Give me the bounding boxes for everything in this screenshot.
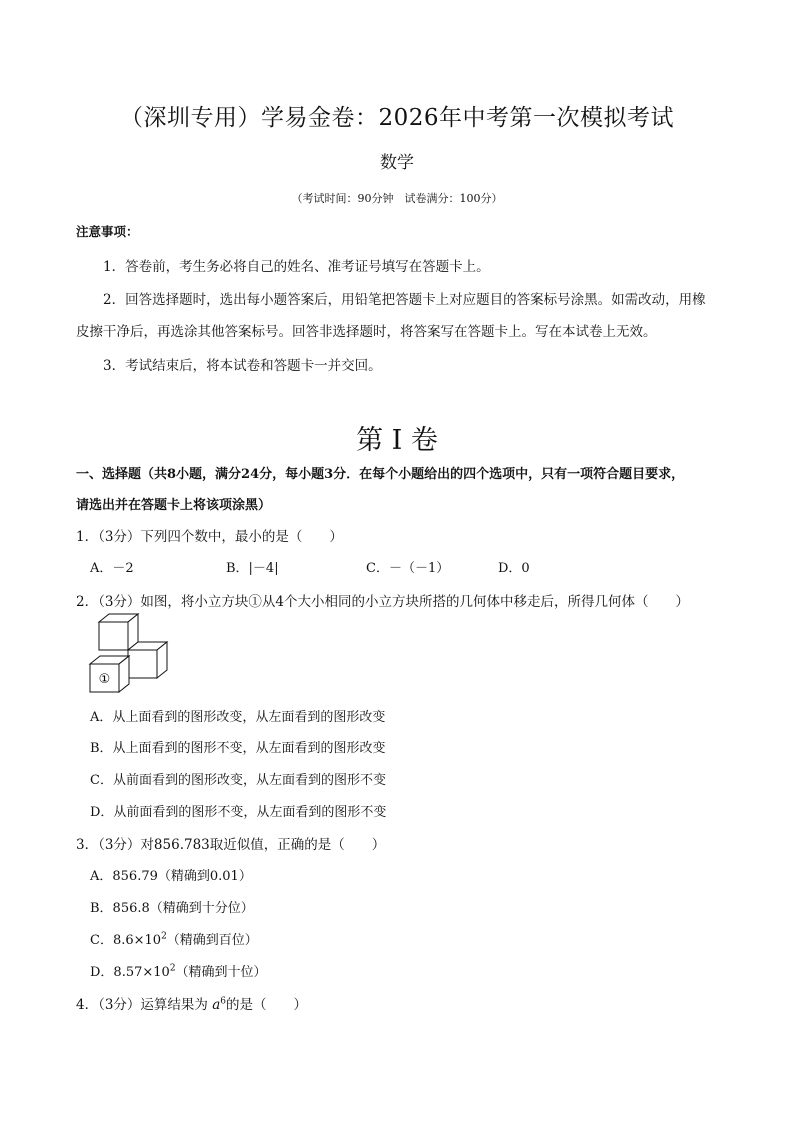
variable-a: a: [212, 997, 221, 1013]
notice-item-continuation: 皮擦干净后，再选涂其他答案标号。回答非选择题时，将答案写在答题卡上。写在本试卷上无效。: [76, 324, 657, 340]
option-d-exponent: 2: [169, 963, 176, 974]
question-4-stem: [76, 993, 307, 1013]
question-4-stem-end: 的是（ ）: [226, 997, 308, 1013]
section-heading: 一、选择题（共8小题，满分24分，每小题3分．在每个小题给出的四个选项中，只有一项符合题目要求，: [76, 467, 685, 482]
question-3-option-d: [90, 961, 267, 980]
exponent: 6: [220, 996, 227, 1007]
question-2-option-d: D．从前面看到的图形不变，从左面看到的图形不变: [90, 805, 387, 820]
cube-front-face: [99, 622, 128, 650]
question-3-option-c: [90, 929, 258, 948]
option-c-exponent: 2: [161, 931, 167, 942]
option-d-base: D．8.57×10: [90, 965, 170, 980]
section-heading-continuation: 请选出并在答题卡上将该项涂黑）: [76, 498, 272, 513]
volume-title: 第 I 卷: [356, 425, 438, 456]
question-2-stem: 2．（3分）如图，将小立方块①从4个大小相同的小立方块所搭的几何体中移走后，所得几何体（ ）: [76, 594, 690, 610]
question-1-option-b: B．|－4|: [226, 561, 279, 576]
notice-heading: 注意事项：: [76, 224, 139, 239]
notice-item: 2．回答选择题时，选出每小题答案后，用铅笔把答题卡上对应题目的答案标号涂黑。如需改动，用橡: [103, 292, 706, 308]
question-3-option-b: B．856.8（精确到十分位）: [90, 901, 254, 916]
option-d-note: （精确到十位）: [175, 965, 267, 980]
notice-item: 3．考试结束后，将本试卷和答题卡一并交回。: [103, 358, 382, 374]
question-2-option-a: A．从上面看到的图形改变，从左面看到的图形改变: [90, 710, 386, 725]
question-2-option-b: B．从上面看到的图形不变，从左面看到的图形改变: [90, 741, 386, 756]
option-c-note: （精确到百位）: [166, 933, 258, 948]
exam-info: （考试时间：90分钟 试卷满分：100分）: [291, 192, 503, 205]
notice-item: 1．答卷前，考生务必将自己的姓名、准考证号填写在答题卡上。: [103, 259, 490, 275]
question-1-stem: 1．（3分）下列四个数中，最小的是（ ）: [76, 529, 343, 545]
page-title: （深圳专用）学易金卷：2026年中考第一次模拟考试: [119, 105, 675, 131]
question-3-option-a: A．856.79（精确到0.01）: [90, 869, 252, 884]
cube-1-label: ①: [98, 672, 111, 687]
question-1-option-d: D．0: [498, 561, 530, 576]
question-4-stem-start: 4．（3分）运算结果为: [76, 997, 213, 1013]
option-c-base: C．8.6×10: [90, 933, 162, 948]
question-1-option-a: A．－2: [90, 561, 134, 576]
question-3-stem: 3．（3分）对856.783取近似值，正确的是（ ）: [76, 837, 386, 853]
subject-title: 数学: [380, 153, 414, 173]
question-2-option-c: C．从前面看到的图形改变，从左面看到的图形不变: [90, 773, 386, 788]
question-1-option-c: C．－（－1）: [366, 561, 450, 576]
cube-stack-figure: [88, 612, 170, 694]
cube-front-face: [128, 650, 157, 678]
